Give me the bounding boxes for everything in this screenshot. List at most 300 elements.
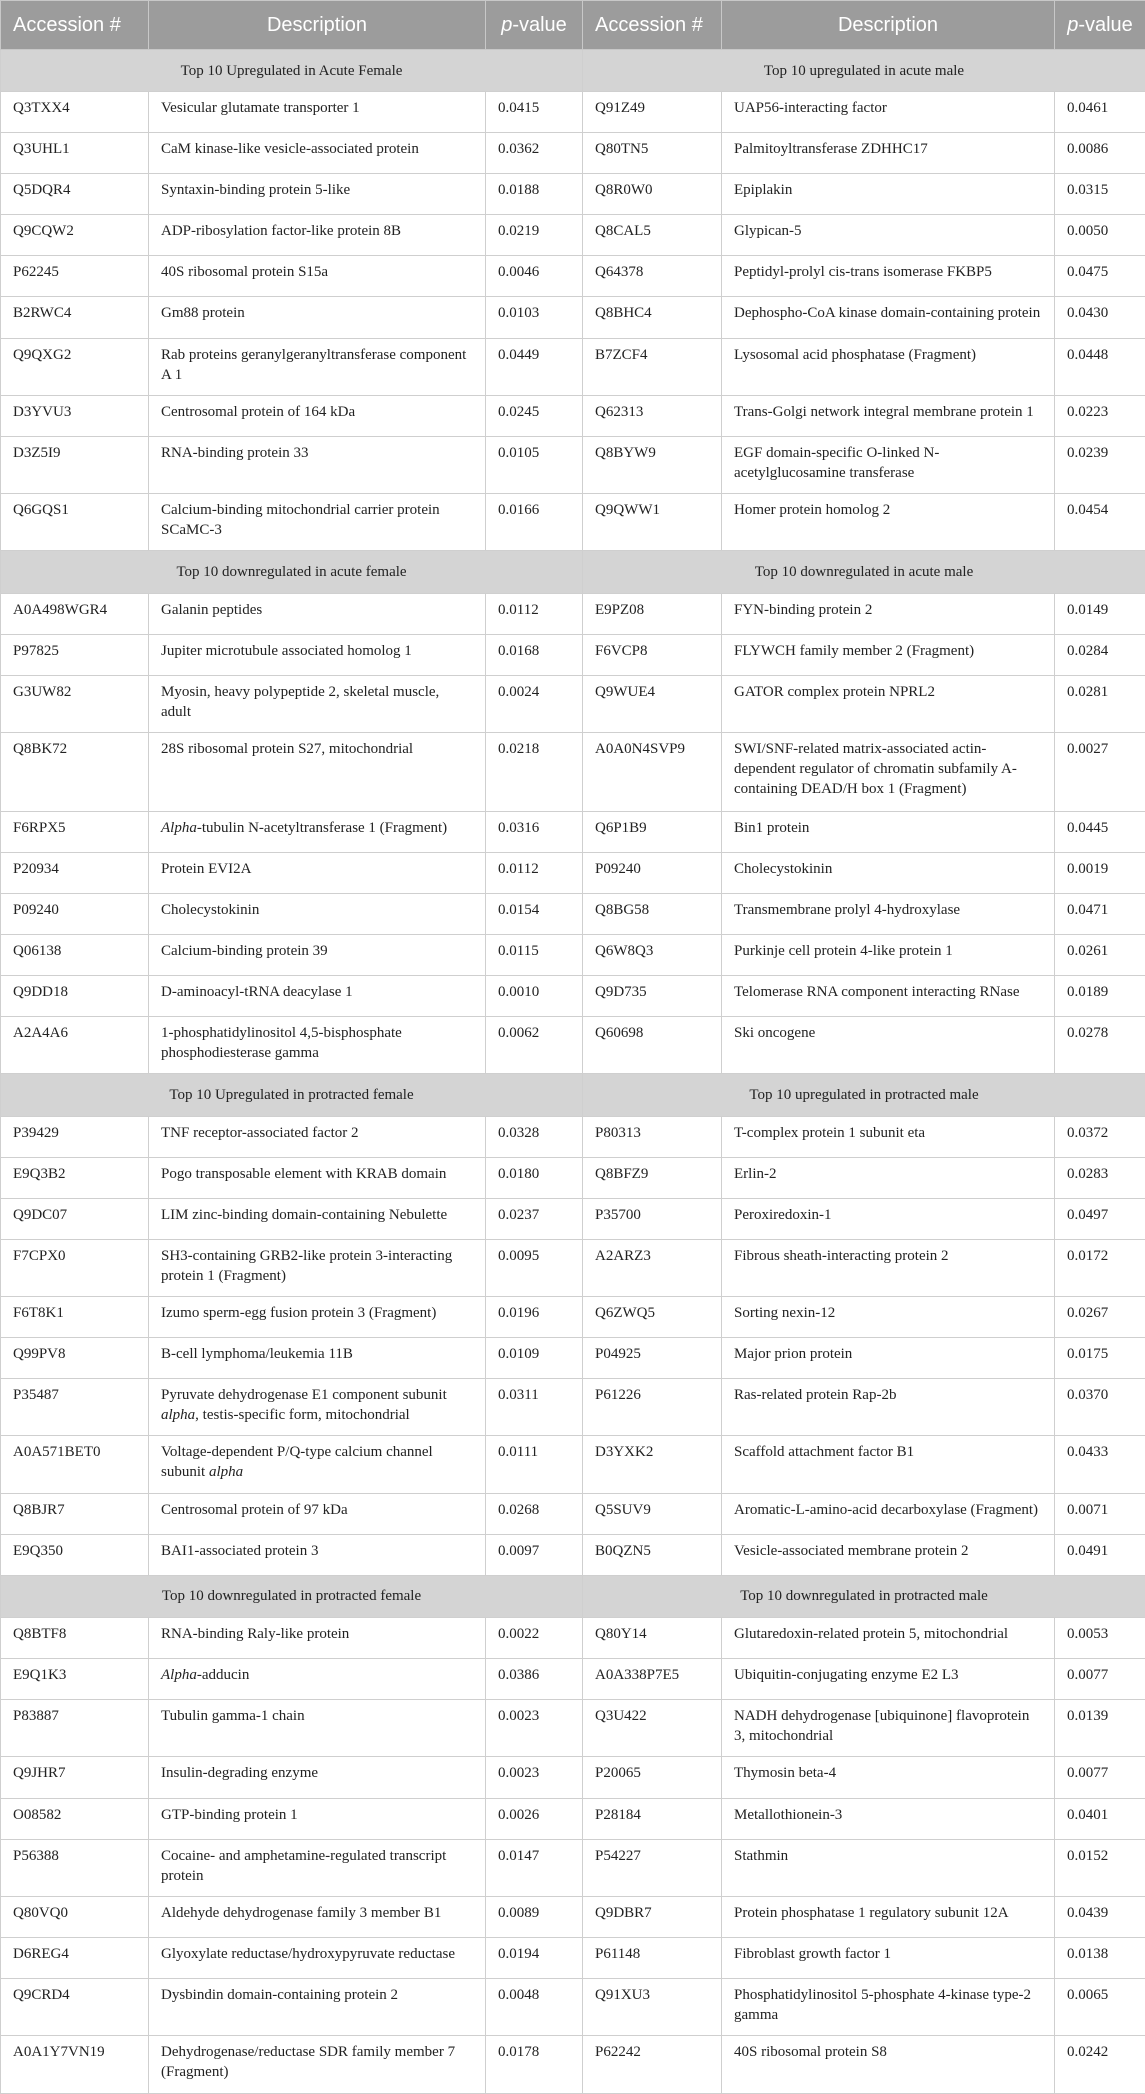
section-header-row: [1, 1074, 1145, 1116]
description-cell-right: Thymosin beta-4: [722, 1757, 1055, 1798]
table-body: [1, 50, 1145, 2094]
section-title-right: Top 10 upregulated in acute male: [583, 50, 1145, 92]
accession-cell-left: Q8BTF8: [1, 1618, 149, 1659]
header-pvalue-italic: p: [501, 13, 513, 36]
section-title-left: Top 10 downregulated in acute female: [1, 551, 583, 593]
description-cell-left: Aldehyde dehydrogenase family 3 member B1: [149, 1896, 486, 1937]
description-cell-left: Centrosomal protein of 97 kDa: [149, 1493, 486, 1534]
pvalue-cell-left: 0.0311: [486, 1379, 583, 1436]
pvalue-cell-right: 0.0281: [1055, 675, 1145, 732]
table-row: [1, 1700, 1145, 1757]
header-pvalue-italic: p: [1067, 13, 1079, 36]
description-cell-right: Ras-related protein Rap-2b: [722, 1379, 1055, 1436]
description-cell-right: Epiplakin: [722, 174, 1055, 215]
accession-cell-left: Q5DQR4: [1, 174, 149, 215]
description-cell-left: Vesicular glutamate transporter 1: [149, 92, 486, 133]
accession-cell-left: A0A1Y7VN19: [1, 2036, 149, 2094]
accession-cell-right: P54227: [583, 1839, 722, 1896]
accession-cell-left: Q9CQW2: [1, 215, 149, 256]
accession-cell-left: F6T8K1: [1, 1297, 149, 1338]
accession-cell-left: E9Q3B2: [1, 1157, 149, 1198]
description-text: Pyruvate dehydrogenase E1 component subunit: [161, 1387, 447, 1404]
accession-cell-right: Q5SUV9: [583, 1493, 722, 1534]
accession-cell-left: Q9DD18: [1, 976, 149, 1017]
pvalue-cell-right: 0.0315: [1055, 174, 1145, 215]
table-row: [1, 1239, 1145, 1296]
description-cell-right: Peptidyl-prolyl cis-trans isomerase FKBP5: [722, 256, 1055, 297]
table-row: [1, 894, 1145, 935]
pvalue-cell-right: 0.0439: [1055, 1896, 1145, 1937]
accession-cell-left: P83887: [1, 1700, 149, 1757]
description-cell-right: FLYWCH family member 2 (Fragment): [722, 634, 1055, 675]
pvalue-cell-right: 0.0471: [1055, 894, 1145, 935]
description-cell-left: Cocaine- and amphetamine-regulated transcript protein: [149, 1839, 486, 1896]
pvalue-cell-left: 0.0062: [486, 1017, 583, 1074]
table-row: [1, 1338, 1145, 1379]
pvalue-cell-right: 0.0475: [1055, 256, 1145, 297]
description-cell-right: Transmembrane prolyl 4-hydroxylase: [722, 894, 1055, 935]
pvalue-cell-left: 0.0154: [486, 894, 583, 935]
description-cell-right: Protein phosphatase 1 regulatory subunit 12A: [722, 1896, 1055, 1937]
table-row: [1, 297, 1145, 338]
accession-cell-right: Q9DBR7: [583, 1896, 722, 1937]
accession-cell-left: P97825: [1, 634, 149, 675]
description-cell-left: Syntaxin-binding protein 5-like: [149, 174, 486, 215]
description-cell-left: TNF receptor-associated factor 2: [149, 1116, 486, 1157]
pvalue-cell-left: 0.0180: [486, 1157, 583, 1198]
table-row: [1, 811, 1145, 852]
accession-cell-right: P80313: [583, 1116, 722, 1157]
accession-cell-left: E9Q1K3: [1, 1659, 149, 1700]
description-cell-left: GTP-binding protein 1: [149, 1798, 486, 1839]
accession-cell-left: Q9CRD4: [1, 1978, 149, 2035]
description-cell-right: Major prion protein: [722, 1338, 1055, 1379]
pvalue-cell-left: 0.0415: [486, 92, 583, 133]
description-cell-right: Phosphatidylinositol 5-phosphate 4-kinase type-2 gamma: [722, 1978, 1055, 2035]
table-row: [1, 1436, 1145, 1493]
pvalue-cell-right: 0.0138: [1055, 1937, 1145, 1978]
accession-cell-right: F6VCP8: [583, 634, 722, 675]
accession-cell-left: P62245: [1, 256, 149, 297]
table-row: [1, 1157, 1145, 1198]
pvalue-cell-left: 0.0449: [486, 338, 583, 395]
pvalue-cell-right: 0.0139: [1055, 1700, 1145, 1757]
description-cell-right: Ski oncogene: [722, 1017, 1055, 1074]
description-cell-left: SH3-containing GRB2-like protein 3-interacting protein 1 (Fragment): [149, 1239, 486, 1296]
section-title-left: Top 10 downregulated in protracted female: [1, 1575, 583, 1617]
section-header-row: [1, 1575, 1145, 1617]
description-cell-right: Vesicle-associated membrane protein 2: [722, 1534, 1055, 1575]
accession-cell-right: P61148: [583, 1937, 722, 1978]
pvalue-cell-left: 0.0218: [486, 732, 583, 811]
description-cell-left: Rab proteins geranylgeranyltransferase component A 1: [149, 338, 486, 395]
description-cell-right: Stathmin: [722, 1839, 1055, 1896]
accession-cell-left: A2A4A6: [1, 1017, 149, 1074]
pvalue-cell-right: 0.0077: [1055, 1757, 1145, 1798]
pvalue-cell-right: 0.0071: [1055, 1493, 1145, 1534]
pvalue-cell-right: 0.0172: [1055, 1239, 1145, 1296]
description-cell-left: Cholecystokinin: [149, 894, 486, 935]
description-cell-left: Insulin-degrading enzyme: [149, 1757, 486, 1798]
accession-cell-right: Q9WUE4: [583, 675, 722, 732]
pvalue-cell-left: 0.0362: [486, 133, 583, 174]
pvalue-cell-left: 0.0219: [486, 215, 583, 256]
description-cell-right: Scaffold attachment factor B1: [722, 1436, 1055, 1493]
description-cell-right: GATOR complex protein NPRL2: [722, 675, 1055, 732]
accession-cell-left: F6RPX5: [1, 811, 149, 852]
accession-cell-right: P04925: [583, 1338, 722, 1379]
accession-cell-right: B7ZCF4: [583, 338, 722, 395]
pvalue-cell-right: 0.0267: [1055, 1297, 1145, 1338]
table-row: [1, 634, 1145, 675]
accession-cell-right: Q6P1B9: [583, 811, 722, 852]
pvalue-cell-right: 0.0461: [1055, 92, 1145, 133]
accession-cell-right: Q80TN5: [583, 133, 722, 174]
pvalue-cell-right: 0.0189: [1055, 976, 1145, 1017]
accession-cell-right: Q8BFZ9: [583, 1157, 722, 1198]
pvalue-cell-left: 0.0178: [486, 2036, 583, 2094]
accession-cell-right: Q60698: [583, 1017, 722, 1074]
table-row: [1, 1493, 1145, 1534]
pvalue-cell-right: 0.0491: [1055, 1534, 1145, 1575]
pvalue-cell-right: 0.0086: [1055, 133, 1145, 174]
section-title-right: Top 10 downregulated in protracted male: [583, 1575, 1145, 1617]
pvalue-cell-right: 0.0149: [1055, 593, 1145, 634]
pvalue-cell-left: 0.0103: [486, 297, 583, 338]
description-cell-right: Lysosomal acid phosphatase (Fragment): [722, 338, 1055, 395]
table-row: [1, 1116, 1145, 1157]
description-cell-right: T-complex protein 1 subunit eta: [722, 1116, 1055, 1157]
accession-cell-right: P62242: [583, 2036, 722, 2094]
table-row: [1, 1198, 1145, 1239]
pvalue-cell-right: 0.0370: [1055, 1379, 1145, 1436]
description-cell-left: CaM kinase-like vesicle-associated protein: [149, 133, 486, 174]
table-row: [1, 215, 1145, 256]
pvalue-cell-left: 0.0024: [486, 675, 583, 732]
pvalue-cell-left: 0.0089: [486, 1896, 583, 1937]
pvalue-cell-left: 0.0023: [486, 1757, 583, 1798]
pvalue-cell-left: 0.0026: [486, 1798, 583, 1839]
table-row: [1, 174, 1145, 215]
table-row: [1, 1757, 1145, 1798]
description-cell-left: Myosin, heavy polypeptide 2, skeletal muscle, adult: [149, 675, 486, 732]
table-row: [1, 1618, 1145, 1659]
table-row: [1, 1297, 1145, 1338]
description-italic-word: alpha: [208, 1464, 244, 1481]
description-tail: , testis-specific form, mitochondrial: [195, 1407, 410, 1424]
pvalue-cell-left: 0.0023: [486, 1700, 583, 1757]
description-cell-right: Ubiquitin-conjugating enzyme E2 L3: [722, 1659, 1055, 1700]
pvalue-cell-right: 0.0053: [1055, 1618, 1145, 1659]
accession-cell-right: P09240: [583, 852, 722, 893]
table-row: [1, 92, 1145, 133]
table-row: [1, 675, 1145, 732]
description-cell-left: LIM zinc-binding domain-containing Nebulette: [149, 1198, 486, 1239]
description-italic-prefix: Alpha: [161, 819, 197, 836]
table-row: [1, 1937, 1145, 1978]
pvalue-cell-left: 0.0112: [486, 852, 583, 893]
pvalue-cell-left: 0.0328: [486, 1116, 583, 1157]
table-row: [1, 1839, 1145, 1896]
description-cell-left: Glyoxylate reductase/hydroxypyruvate reductase: [149, 1937, 486, 1978]
table-row: [1, 1017, 1145, 1074]
table-row: [1, 1659, 1145, 1700]
accession-cell-left: Q6GQS1: [1, 494, 149, 551]
description-cell-left: RNA-binding Raly-like protein: [149, 1618, 486, 1659]
pvalue-cell-right: 0.0242: [1055, 2036, 1145, 2094]
header-row: [1, 1, 1145, 50]
description-cell-left: 1-phosphatidylinositol 4,5-bisphosphate phosphodiesterase gamma: [149, 1017, 486, 1074]
pvalue-cell-left: 0.0105: [486, 436, 583, 493]
pvalue-cell-right: 0.0223: [1055, 395, 1145, 436]
pvalue-cell-right: 0.0152: [1055, 1839, 1145, 1896]
accession-cell-right: Q80Y14: [583, 1618, 722, 1659]
description-cell-right: Homer protein homolog 2: [722, 494, 1055, 551]
accession-cell-left: P56388: [1, 1839, 149, 1896]
pvalue-cell-right: 0.0065: [1055, 1978, 1145, 2035]
pvalue-cell-right: 0.0283: [1055, 1157, 1145, 1198]
pvalue-cell-right: 0.0019: [1055, 852, 1145, 893]
pvalue-cell-left: 0.0112: [486, 593, 583, 634]
description-cell-left: Gm88 protein: [149, 297, 486, 338]
table-row: [1, 436, 1145, 493]
pvalue-cell-right: 0.0448: [1055, 338, 1145, 395]
description-cell-right: Telomerase RNA component interacting RNase: [722, 976, 1055, 1017]
table-row: [1, 2036, 1145, 2094]
pvalue-cell-left: 0.0048: [486, 1978, 583, 2035]
accession-cell-left: Q9DC07: [1, 1198, 149, 1239]
accession-cell-left: A0A498WGR4: [1, 593, 149, 634]
pvalue-cell-left: 0.0316: [486, 811, 583, 852]
description-cell-right: Glutaredoxin-related protein 5, mitochondrial: [722, 1618, 1055, 1659]
description-cell-left: Jupiter microtubule associated homolog 1: [149, 634, 486, 675]
accession-cell-left: Q3TXX4: [1, 92, 149, 133]
accession-cell-left: Q80VQ0: [1, 1896, 149, 1937]
header-description-right: Description: [722, 1, 1055, 50]
description-cell-right: 40S ribosomal protein S8: [722, 2036, 1055, 2094]
pvalue-cell-left: 0.0109: [486, 1338, 583, 1379]
section-header-row: [1, 50, 1145, 92]
description-cell-left: 28S ribosomal protein S27, mitochondrial: [149, 732, 486, 811]
accession-cell-right: D3YXK2: [583, 1436, 722, 1493]
table-row: [1, 395, 1145, 436]
pvalue-cell-right: 0.0497: [1055, 1198, 1145, 1239]
table-row: [1, 852, 1145, 893]
description-cell-left: Dysbindin domain-containing protein 2: [149, 1978, 486, 2035]
table-row: [1, 1978, 1145, 2035]
description-cell-right: UAP56-interacting factor: [722, 92, 1055, 133]
description-cell-left: Calcium-binding protein 39: [149, 935, 486, 976]
accession-cell-right: Q62313: [583, 395, 722, 436]
accession-cell-left: Q9QXG2: [1, 338, 149, 395]
accession-cell-right: E9PZ08: [583, 593, 722, 634]
accession-cell-right: Q9QWW1: [583, 494, 722, 551]
pvalue-cell-right: 0.0027: [1055, 732, 1145, 811]
pvalue-cell-right: 0.0430: [1055, 297, 1145, 338]
accession-cell-left: D3Z5I9: [1, 436, 149, 493]
pvalue-cell-left: 0.0237: [486, 1198, 583, 1239]
description-cell-left: D-aminoacyl-tRNA deacylase 1: [149, 976, 486, 1017]
pvalue-cell-right: 0.0278: [1055, 1017, 1145, 1074]
accession-cell-left: P35487: [1, 1379, 149, 1436]
table-row: [1, 1896, 1145, 1937]
description-cell-right: EGF domain-specific O-linked N-acetylglucosamine transferase: [722, 436, 1055, 493]
section-title-right: Top 10 upregulated in protracted male: [583, 1074, 1145, 1116]
description-italic-word: alpha: [161, 1407, 196, 1424]
accession-cell-left: P20934: [1, 852, 149, 893]
description-cell-right: Peroxiredoxin-1: [722, 1198, 1055, 1239]
description-cell-left: BAI1-associated protein 3: [149, 1534, 486, 1575]
description-cell-right: Aromatic-L-amino-acid decarboxylase (Fragment): [722, 1493, 1055, 1534]
accession-cell-left: D6REG4: [1, 1937, 149, 1978]
pvalue-cell-right: 0.0239: [1055, 436, 1145, 493]
pvalue-cell-right: 0.0454: [1055, 494, 1145, 551]
pvalue-cell-right: 0.0261: [1055, 935, 1145, 976]
description-cell-left: Protein EVI2A: [149, 852, 486, 893]
accession-cell-left: Q9JHR7: [1, 1757, 149, 1798]
description-text: -adducin: [196, 1667, 250, 1684]
accession-cell-left: O08582: [1, 1798, 149, 1839]
pvalue-cell-right: 0.0445: [1055, 811, 1145, 852]
description-cell-left: Pogo transposable element with KRAB domain: [149, 1157, 486, 1198]
accession-cell-left: F7CPX0: [1, 1239, 149, 1296]
pvalue-cell-left: 0.0115: [486, 935, 583, 976]
description-cell-left: [149, 1379, 486, 1436]
pvalue-cell-left: 0.0188: [486, 174, 583, 215]
description-cell-right: Fibroblast growth factor 1: [722, 1937, 1055, 1978]
pvalue-cell-right: 0.0401: [1055, 1798, 1145, 1839]
accession-cell-right: Q8CAL5: [583, 215, 722, 256]
accession-cell-left: Q8BK72: [1, 732, 149, 811]
accession-cell-right: Q6ZWQ5: [583, 1297, 722, 1338]
table-row: [1, 338, 1145, 395]
accession-cell-right: Q9D735: [583, 976, 722, 1017]
accession-cell-right: Q91XU3: [583, 1978, 722, 2035]
pvalue-cell-left: 0.0166: [486, 494, 583, 551]
accession-cell-right: A0A338P7E5: [583, 1659, 722, 1700]
accession-cell-left: B2RWC4: [1, 297, 149, 338]
pvalue-cell-left: 0.0194: [486, 1937, 583, 1978]
accession-cell-left: D3YVU3: [1, 395, 149, 436]
pvalue-cell-left: 0.0111: [486, 1436, 583, 1493]
accession-cell-right: A2ARZ3: [583, 1239, 722, 1296]
description-text: Voltage-dependent P/Q-type calcium channel subunit: [161, 1444, 433, 1481]
description-cell-left: [149, 1659, 486, 1700]
table-row: [1, 1534, 1145, 1575]
description-cell-right: Bin1 protein: [722, 811, 1055, 852]
accession-cell-right: P20065: [583, 1757, 722, 1798]
description-cell-right: Cholecystokinin: [722, 852, 1055, 893]
pvalue-cell-right: 0.0284: [1055, 634, 1145, 675]
accession-cell-right: Q91Z49: [583, 92, 722, 133]
table-row: [1, 133, 1145, 174]
description-cell-left: Tubulin gamma-1 chain: [149, 1700, 486, 1757]
accession-cell-right: P35700: [583, 1198, 722, 1239]
description-cell-right: Fibrous sheath-interacting protein 2: [722, 1239, 1055, 1296]
description-cell-right: Purkinje cell protein 4-like protein 1: [722, 935, 1055, 976]
accession-cell-right: Q8R0W0: [583, 174, 722, 215]
accession-cell-left: Q06138: [1, 935, 149, 976]
accession-cell-right: P28184: [583, 1798, 722, 1839]
pvalue-cell-left: 0.0245: [486, 395, 583, 436]
description-cell-right: Sorting nexin-12: [722, 1297, 1055, 1338]
description-cell-left: Dehydrogenase/reductase SDR family member 7 (Fragment): [149, 2036, 486, 2094]
description-cell-right: FYN-binding protein 2: [722, 593, 1055, 634]
accession-cell-left: P09240: [1, 894, 149, 935]
description-cell-left: Centrosomal protein of 164 kDa: [149, 395, 486, 436]
accession-cell-right: Q8BG58: [583, 894, 722, 935]
description-cell-left: ADP-ribosylation factor-like protein 8B: [149, 215, 486, 256]
accession-cell-left: Q8BJR7: [1, 1493, 149, 1534]
description-cell-right: Palmitoyltransferase ZDHHC17: [722, 133, 1055, 174]
pvalue-cell-right: 0.0050: [1055, 215, 1145, 256]
table-row: [1, 1379, 1145, 1436]
accession-cell-left: Q99PV8: [1, 1338, 149, 1379]
accession-cell-left: A0A571BET0: [1, 1436, 149, 1493]
header-description-left: Description: [149, 1, 486, 50]
accession-cell-right: B0QZN5: [583, 1534, 722, 1575]
header-pvalue-right: [1055, 1, 1145, 50]
description-cell-right: Glypican-5: [722, 215, 1055, 256]
pvalue-cell-right: 0.0372: [1055, 1116, 1145, 1157]
section-header-row: [1, 551, 1145, 593]
pvalue-cell-left: 0.0046: [486, 256, 583, 297]
table-row: [1, 256, 1145, 297]
table-row: [1, 593, 1145, 634]
accession-cell-right: Q8BYW9: [583, 436, 722, 493]
description-italic-prefix: Alpha: [161, 1667, 197, 1684]
pvalue-cell-left: 0.0097: [486, 1534, 583, 1575]
description-cell-right: Metallothionein-3: [722, 1798, 1055, 1839]
header-pvalue-rest: -value: [512, 13, 567, 36]
accession-cell-right: A0A0N4SVP9: [583, 732, 722, 811]
pvalue-cell-right: 0.0175: [1055, 1338, 1145, 1379]
accession-cell-right: Q8BHC4: [583, 297, 722, 338]
description-cell-left: Galanin peptides: [149, 593, 486, 634]
description-cell-left: RNA-binding protein 33: [149, 436, 486, 493]
header-pvalue-rest: -value: [1078, 13, 1133, 36]
accession-cell-left: G3UW82: [1, 675, 149, 732]
description-cell-right: Erlin-2: [722, 1157, 1055, 1198]
description-text: -tubulin N-acetyltransferase 1 (Fragment): [196, 819, 448, 836]
description-cell-right: Dephospho-CoA kinase domain-containing protein: [722, 297, 1055, 338]
description-cell-left: 40S ribosomal protein S15a: [149, 256, 486, 297]
pvalue-cell-right: 0.0433: [1055, 1436, 1145, 1493]
accession-cell-right: Q3U422: [583, 1700, 722, 1757]
accession-cell-left: P39429: [1, 1116, 149, 1157]
pvalue-cell-left: 0.0095: [486, 1239, 583, 1296]
header-pvalue-left: [486, 1, 583, 50]
description-cell-right: NADH dehydrogenase [ubiquinone] flavoprotein 3, mitochondrial: [722, 1700, 1055, 1757]
section-title-right: Top 10 downregulated in acute male: [583, 551, 1145, 593]
section-title-left: Top 10 Upregulated in Acute Female: [1, 50, 583, 92]
description-cell-left: B-cell lymphoma/leukemia 11B: [149, 1338, 486, 1379]
description-cell-left: Izumo sperm-egg fusion protein 3 (Fragment): [149, 1297, 486, 1338]
pvalue-cell-left: 0.0386: [486, 1659, 583, 1700]
pvalue-cell-left: 0.0196: [486, 1297, 583, 1338]
description-cell-right: SWI/SNF-related matrix-associated actin-dependent regulator of chromatin subfamily A-containing DEAD/H box 1 (Fragment): [722, 732, 1055, 811]
description-cell-right: Trans-Golgi network integral membrane protein 1: [722, 395, 1055, 436]
pvalue-cell-right: 0.0077: [1055, 1659, 1145, 1700]
pvalue-cell-left: 0.0010: [486, 976, 583, 1017]
header-accession-left: Accession #: [1, 1, 149, 50]
pvalue-cell-left: 0.0168: [486, 634, 583, 675]
accession-cell-right: Q6W8Q3: [583, 935, 722, 976]
accession-cell-right: Q64378: [583, 256, 722, 297]
table-row: [1, 494, 1145, 551]
section-title-left: Top 10 Upregulated in protracted female: [1, 1074, 583, 1116]
description-cell-left: [149, 811, 486, 852]
